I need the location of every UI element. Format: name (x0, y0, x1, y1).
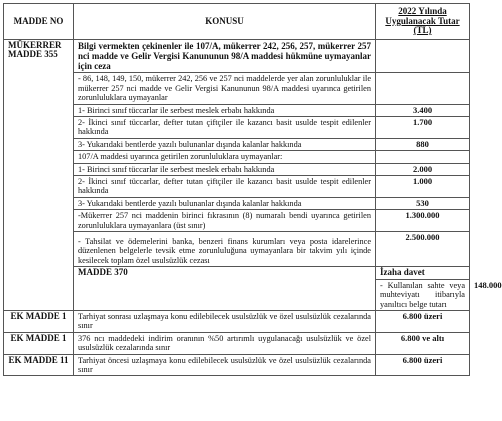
table-row (4, 39, 470, 73)
amount-cell-empty (376, 151, 470, 163)
group2-item-amount: 2.000 (376, 163, 470, 175)
table-row (4, 163, 470, 175)
table-row (4, 310, 470, 332)
ek-madde-label: EK MADDE 1 (4, 310, 74, 332)
table-row (4, 151, 470, 163)
group2-item-text: 1- Birinci sınıf tüccarlar ile serbest meslek erbabı hakkında (74, 163, 376, 175)
table-row (4, 138, 470, 150)
table-row (4, 197, 470, 209)
table-row (4, 73, 470, 104)
group2-heading: 107/A maddesi uyarınca getirilen zorunluluklara uymayanlar: (74, 151, 376, 163)
table-row (4, 104, 470, 116)
table-row (4, 176, 470, 198)
table-row: - Kullanılan sahte veya muhteviyatı itibarıyla yanıltıcı belge tutarı 148.000 (4, 279, 470, 310)
group1-item-amount: 3.400 (376, 104, 470, 116)
header-row (4, 4, 470, 40)
madde-355-label-line1: MÜKERRER (8, 39, 62, 50)
table-row (4, 354, 470, 376)
mukerrer257-amount: 1.300.000 (376, 210, 470, 232)
ek-madde-label: EK MADDE 11 (4, 354, 74, 376)
madde-355-label (4, 39, 74, 310)
mukerrer257-text: -Mükerrer 257 nci maddenin birinci fıkrasının (8) numaralı bendi uyarınca getirilen zorunluluklara uymayanlara (üst sınır) (74, 210, 376, 232)
table-row (4, 117, 470, 139)
madde-370-item-text: - Kullanılan sahte veya muhteviyatı itibarıyla yanıltıcı belge tutarı (376, 279, 470, 310)
amount-cell-empty (376, 73, 470, 104)
group1-item-text: 1- Birinci sınıf tüccarlar ile serbest meslek erbabı hakkında (74, 104, 376, 116)
ek-madde-text: Tarhiyat öncesi uzlaşmaya konu edilebilecek usulsüzlük ve özel usulsüzlük cezalarında sınır (74, 354, 376, 376)
group2-item-text: 3- Yukarıdaki bentlerde yazılı bulunanlar dışında kalanlar hakkında (74, 197, 376, 209)
group2-item-amount: 530 (376, 197, 470, 209)
header-amount-label: Uygulanacak Tutar (TL) (385, 15, 460, 35)
madde-370-label: MADDE 370 (74, 267, 376, 311)
ek-madde-amount: 6.800 üzeri (376, 310, 470, 332)
madde-370-title: İzaha davet (376, 267, 470, 279)
ek-madde-amount: 6.800 ve altı (376, 332, 470, 354)
penalty-table (3, 3, 502, 376)
group1-item-amount: 1.700 (376, 117, 470, 139)
header-madde-no: MADDE NO (4, 4, 74, 40)
table-row (4, 267, 470, 279)
madde-355-title: Bilgi vermekten çekinenler ile 107/A, mükerrer 242, 256, 257, mükerrer 257 nci madde ve Gelir Vergisi Kanununun 98/A maddesi hükmüne uymayanlar için ceza (74, 39, 376, 73)
ek-madde-text: 376 ncı maddedeki indirim oranının %50 artırımlı uygulanacağı usulsüzlük ve özel usulsüzlük cezalarında sınır (74, 332, 376, 354)
group2-item-text: 2- İkinci sınıf tüccarlar, defter tutan çiftçiler ile kazancı basit usulde tespit edilenler hakkında (74, 176, 376, 198)
header-konusu: KONUSU (74, 4, 376, 40)
tahsilat-text: - Tahsilat ve ödemelerini banka, benzeri finans kurumları veya posta idarelerince düzenlenen belgelerle tevsik etme zorunluluğuna uymayanlara bir takvim yılı içinde kesilecek toplam özel usulsüzlük cezası (74, 232, 376, 267)
table-row (4, 332, 470, 354)
group2-item-amount: 1.000 (376, 176, 470, 198)
table-row (4, 210, 470, 232)
header-amount (376, 4, 470, 40)
group1-item-amount: 880 (376, 138, 470, 150)
ek-madde-amount: 6.800 üzeri (376, 354, 470, 376)
ek-madde-label: EK MADDE 1 (4, 332, 74, 354)
group1-item-text: 3- Yukarıdaki bentlerde yazılı bulunanlar dışında kalanlar hakkında (74, 138, 376, 150)
header-amount-year: 2022 Yılında (398, 6, 447, 16)
madde-355-label-line2: MADDE 355 (8, 48, 58, 59)
group1-heading: - 86, 148, 149, 150, mükerrer 242, 256 ve 257 nci maddelerde yer alan zorunluluklar ile mükerrer 257 nci madde ve Gelir Vergisi Kanununun 98/A maddesi uyarınca getirilen zorunluluklara uymayanlar (74, 73, 376, 104)
table-row (4, 232, 470, 267)
ek-madde-text: Tarhiyat sonrası uzlaşmaya konu edilebilecek usulsüzlük ve özel usulsüzlük cezalarında sınır (74, 310, 376, 332)
amount-cell-empty (376, 39, 470, 73)
tahsilat-amount: 2.500.000 (376, 232, 470, 267)
group1-item-text: 2- İkinci sınıf tüccarlar, defter tutan çiftçiler ile kazancı basit usulde tespit edilenler hakkında (74, 117, 376, 139)
